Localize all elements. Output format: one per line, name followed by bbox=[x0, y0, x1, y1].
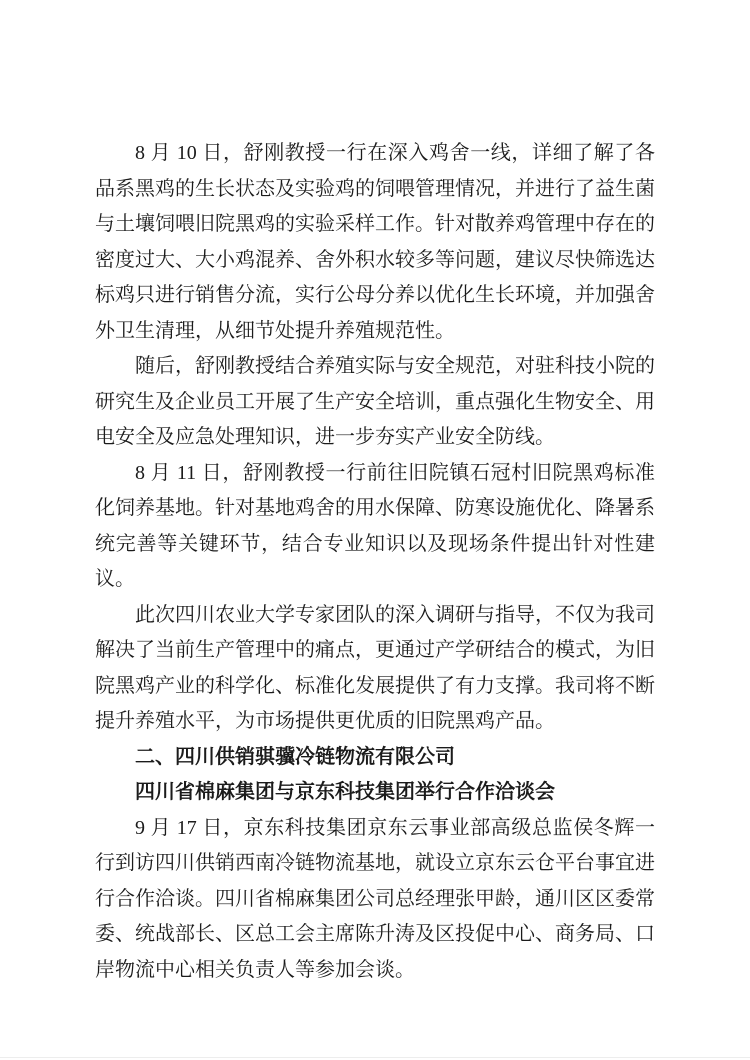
paragraph-safety-training: 随后，舒刚教授结合养殖实际与安全规范，对驻科技小院的研究生及企业员工开展了生产安全培训，重点强化生物安全、用电安全及应急处理知识，进一步夯实产业安全防线。 bbox=[95, 355, 655, 448]
paragraph-sep17-jd-meeting: 9 月 17 日，京东科技集团京东云事业部高级总监侯冬辉一行到访四川供销西南冷链物流基地，就设立京东云仓平台事宜进行合作洽谈。四川省棉麻集团公司总经理张甲龄，通川区区委常委、统战部长、区总工会主席陈升涛及区投促中心、商务局、口岸物流中心相关负责人等参加会谈。 bbox=[95, 816, 655, 981]
document-text-body bbox=[95, 136, 655, 988]
paragraph-aug10-visit: 8 月 10 日，舒刚教授一行在深入鸡舍一线，详细了解了各品系黑鸡的生长状态及实验鸡的饲喂管理情况，并进行了益生菌与土壤饲喂旧院黑鸡的实验采样工作。针对散养鸡管理中存在的密度过大、大小鸡混养、舍外积水较多等问题，建议尽快筛选达标鸡只进行销售分流，实行公母分养以优化生长环境，并加强舍外卫生清理，从细节处提升养殖规范性。 bbox=[95, 142, 655, 342]
page-bottom-edge bbox=[0, 1057, 750, 1058]
section-heading-company: 二、四川供销骐骥冷链物流有限公司 bbox=[135, 745, 455, 768]
article-heading-cooperation-meeting: 四川省棉麻集团与京东科技集团举行合作洽谈会 bbox=[135, 781, 555, 803]
paragraph-summary-support: 此次四川农业大学专家团队的深入调研与指导，不仅为我司解决了当前生产管理中的痛点，更通过产学研结合的模式，为旧院黑鸡产业的科学化、标准化发展提供了有力支撑。我司将不断提升养殖水平，为市场提供更优质的旧院黑鸡产品。 bbox=[95, 603, 655, 732]
paragraph-aug11-base-visit: 8 月 11 日，舒刚教授一行前往旧院镇石冠村旧院黑鸡标准化饲养基地。针对基地鸡舍的用水保障、防寒设施优化、降暑系统完善等关键环节，结合专业知识以及现场条件提出针对性建议。 bbox=[95, 461, 655, 590]
